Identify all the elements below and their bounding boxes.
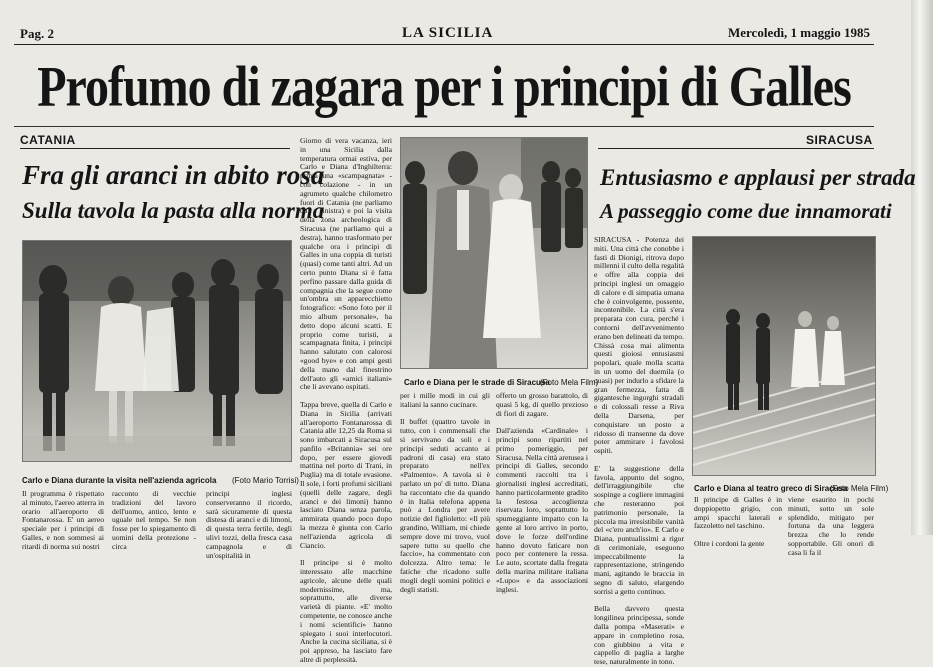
left-photo-credit: (Foto Mario Torrisi) <box>232 476 299 485</box>
left-article-col-2: racconto di vecchie tradizioni del lavoro dell'uomo, antico, lento e uguale nel tempo. Se non fosse per lo spiegamento di uomini della protezione - circa <box>112 489 196 551</box>
section-rule-right <box>598 148 874 149</box>
page-edge <box>911 0 933 535</box>
right-article-col-3: viene esaurito in pochi minuti, sotto un sole splendido, mitigato per fortuna da una leggera brezza che lo rende sopportabile. Gli onori di casa li fa il <box>788 495 874 557</box>
section-rule-left <box>20 148 290 149</box>
section-label-right: SIRACUSA <box>806 133 873 147</box>
left-article-col-3: principi inglesi conserveranno il ricordo, sarà sicuramente di questa distesa di aranci e di limoni, di questa terra fertile, degli ulivi tozzi, della fresca casa campagnola e di un'ospitalità in <box>206 489 292 560</box>
center-article-col-b: per i mille modi in cui gli italiani la sanno cucinare. Il buffet (quattro tavole in tutto, con i commensali che si servivano da soli e i principi seduti accanto ai padroni di casa) era stato preparato nell'ex «Palmento». A tavola si è parlato un po' di tutto. Diana ha raccontato che da quando è in Italia telefona appena può a Londra per avere notizie del figlioletto: «Il più grandino, William, mi chiede sempre dove mi trovo, vuol sapere tutto su quello che faccio», ha commentato con dolcezza. Altro tema: le fatiche che ricadono sulle mogli degli uomini politici e degli statisti. <box>400 391 490 594</box>
center-article-col-c: offerto un grosso barattolo, di quasi 5 kg, di quello prezioso di fiori di zagare. Dall'azienda «Cardinale» i principi sono ripartiti nel primo pomeriggio, per Siracusa. Nella città aretusea i principi di Galles, secondo commenti raccolti tra i giornalisti inglesi accreditati, hanno particolarmente gradito la festosa accoglienza riservata loro, soprattutto lo spumeggiante impatto con la gente al loro arrivo in porto, dove le forze dell'ordine hanno dovuto faticare non poco per contenere la ressa. Le auto, scortate dalla fregata della marina militare italiana «Lupo» e da associazioni inglesi. <box>496 391 588 594</box>
right-article-col-1: SIRACUSA - Potenza dei miti. Una città che conobbe i fasti di Dionigi, ritrova dopo millenni il culto della regalità e offre alla coppia dei principi inglesi un omaggio di calore e di simpatia umana che è coinvolgente, possente, incontenibile. La città s'era preparata con cura, perché i contorni dell'avvenimento erano ben delineati da tempo. Chissà cosa mai alimenta questi gioiosi entusiasmi popolari, quale molla scatta in un uomo del duemila (o quasi) per indurlo a sfidare la gran fermezza, fatta di gigantesche ingorghi stradali e di colossali resse a Riva della Darsena, per conquistare un posto a ridosso di transenne da dove poter ammirare i favolosi ospiti. E' la suggestione della favola, appunto del sogno, dell'irraggiungibile che sospinge a cogliere immagini che resteranno poi patrimonio personale, la piccola ma irresistibile vanità del «c'ero anch'io». E Carlo e Diana, puntualissimi a rigor di cerimoniale, eseguono impeccabilmente la rappresentazione, stringendo mani, agitando le braccia in segno di saluto, elargendo sorrisi a getto continuo. Bella davvero questa longilinea principessa, sonde dalla pompa «Maserati» e appare in completino rosa, con giubbino a vita e cappello di paglia a larghe tese, naturalmente in tono. <box>594 235 684 667</box>
section-label-left: CATANIA <box>20 133 76 147</box>
left-subtitle: Sulla tavola la pasta alla norma <box>22 198 325 223</box>
center-photo <box>400 137 588 369</box>
right-article-col-2: Il principe di Galles è in doppiopetto grigio, con ampi spacchi laterali e fazzoletto nel taschino. Oltre i cordoni la gente <box>694 495 782 548</box>
issue-date: Mercoledì, 1 maggio 1985 <box>727 25 870 40</box>
right-photo-credit: (Foto Mela Film) <box>830 484 889 493</box>
masthead <box>14 24 874 45</box>
left-photo-caption: Carlo e Diana durante la visita nell'azienda agricola <box>22 476 217 485</box>
left-article-col-1: Il programma è rispettato al minuto, l'aereo atterra in orario all'aeroporto di Fontanarossa. E' un aereo speciale per i principi di Galles, e non sommesi ai ritardi di norma sui nostri <box>22 489 104 551</box>
right-photo-caption: Carlo e Diana al teatro greco di Siracusa <box>694 484 848 493</box>
headline-rule <box>14 126 874 127</box>
newspaper-name: LA SICILIA <box>402 25 494 41</box>
center-article-col-a: Giorno di vera vacanza, ieri in una Sicilia dalla temperatura ormai estiva, per Carlo e Diana d'Inghilterra: prima una «scampagnata» - con colazione - in un agrumeto qualche chilometro fuori di Catania (ne parliamo qui a sinistra) e poi la visita della zona archeologica di Siracusa (ne parliamo qui a destra), hanno trasformato per qualche ora i principi di Galles in una coppia di turisti (quasi) come tanti altri. Ad un certo punto Diana si è fatta perfino passare dalla guida di compagnia che la segue come un'ombra un apparecchietto fotografico: «Sono foto per il mio album personale», ha detto dopo alcuni scatti. E proprio come turisti, a scampagnata finita, i principi hanno salutato con calorosi «good bye» e con ampi gesti della mano dal finestrino dell'auto gli «amici italiani» che li avevano ospitati. Tappa breve, quella di Carlo e Diana in Sicilia (arrivati all'aeroporto Fontanarossa di Catania alle 12,25 da Roma si sono imbarcati a Siracusa sul panfilo «Britannia» sei ore dopo, per essere giovedì mattina nel porto di Trani, in Puglia) ma di totale evasione. Il sole, i forti profumi siciliani (quelli delle zagare, degli aranci e dei limoni) hanno lasciato Diana senza parola, ammirata quando poco dopo la mezza è giunta con Carlo nell'azienda agricola di Ciancio. Il principe si è molto interessato alle macchine agricole, alcune delle quali modernissime, ma, soprattutto, alle diverse varietà di piante. «E' molto competente, ne conosce anche i nomi scientifici» hanno spiegato i suoi interlocutori. Anche la cucina siciliana, si è poi appreso, ha lasciato fare altre di perplessità. <box>300 136 392 665</box>
center-photo-credit: (Foto Mela Film) <box>540 378 599 387</box>
center-photo-caption: Carlo e Diana per le strade di Siracusa <box>404 378 550 387</box>
right-photo <box>692 236 876 476</box>
right-subtitle: A passeggio come due innamorati <box>600 199 892 223</box>
main-headline: Profumo di zagara per i principi di Galles <box>37 55 851 119</box>
right-title: Entusiasmo e applausi per strada <box>600 165 916 190</box>
left-title: Fra gli aranci in abito rosa <box>22 160 325 190</box>
left-photo <box>22 240 292 462</box>
page-number: Pag. 2 <box>20 26 54 41</box>
